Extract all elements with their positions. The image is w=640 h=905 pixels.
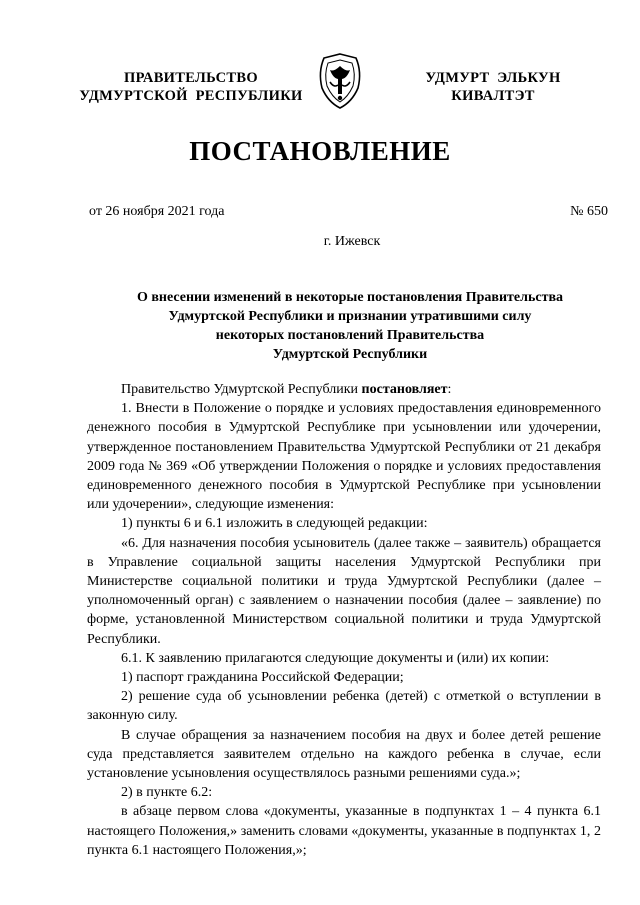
org-name-udm-line2: КИВАЛТЭТ [451,88,535,104]
intro-keyword: постановляет [361,382,448,397]
document-number: № 650 [570,204,608,219]
body-paragraph: 6.1. К заявлению прилагаются следующие документы и (или) их копии: [121,650,550,666]
intro-colon: : [447,382,452,397]
org-name-russian [60,69,322,105]
subject-line: Удмуртской Республики [272,347,428,362]
body-paragraph: 2) решение суда об усыновлении ребенка (детей) с отметкой о вступлении в законную силу. [87,689,601,724]
org-name-udmurt [398,69,588,105]
body-paragraph: 1) паспорт гражданина Российской Федерации; [121,670,404,686]
document-city: г. Ижевск [323,234,381,249]
document-body [87,380,601,860]
body-paragraph: 2) в пункте 6.2: [121,785,213,801]
body-paragraph: 1) пункты 6 и 6.1 изложить в следующей редакции: [121,516,428,532]
subject-line: некоторых постановлений Правительства [215,328,485,343]
intro-paragraph [87,380,601,399]
subject-line: Удмуртской Республики и признании утратившими силу [168,309,532,324]
coat-of-arms-icon [316,52,364,110]
org-name-udm-line1: УДМУРТ ЭЛЬКУН [425,70,561,86]
body-paragraph: В случае обращения за назначением пособия на двух и более детей решение суда представляется заявителем отдельно на каждого ребенка в случае, если установление усыновления осуществлялось разными решениями суда.»; [87,727,601,782]
org-name-ru-line2: УДМУРТСКОЙ РЕСПУБЛИКИ [79,88,303,104]
subject-line: О внесении изменений в некоторые постановления Правительства [136,290,564,305]
document-title: ПОСТАНОВЛЕНИЕ [189,136,451,166]
document-subject [90,288,610,364]
intro-text: Правительство Удмуртской Республики [121,382,362,397]
document-date: от 26 ноября 2021 года [89,204,225,219]
body-paragraph: 1. Внести в Положение о порядке и условиях предоставления единовременного денежного пособия в Удмуртской Республике при усыновлении или удочерении, утвержденное постановлением Правительства Удмуртской Республики от 21 декабря 2009 года № 369 «Об утверждении Положения о порядке и условиях предоставления единовременного денежного пособия в Удмуртской Республике при усыновлении или удочерении», следующие изменения: [87,401,601,513]
body-paragraph: в абзаце первом слова «документы, указанные в подпунктах 1 – 4 пункта 6.1 настоящего Положения,» заменить словами «документы, указанные в подпунктах 1, 2 пункта 6.1 настоящего Положения,»; [87,804,601,858]
org-name-ru-line1: ПРАВИТЕЛЬСТВО [124,70,258,86]
body-paragraph: «6. Для назначения пособия усыновитель (далее также – заявитель) обращается в Управление социальной защиты населения Удмуртской Республики при Министерстве социальной политики и труда Удмуртской Республики (далее – уполномоченный орган) с заявлением о назначении пособия (далее – заявление) по форме, установленной Министерством социальной политики и труда Удмуртской Республики. [87,535,601,647]
